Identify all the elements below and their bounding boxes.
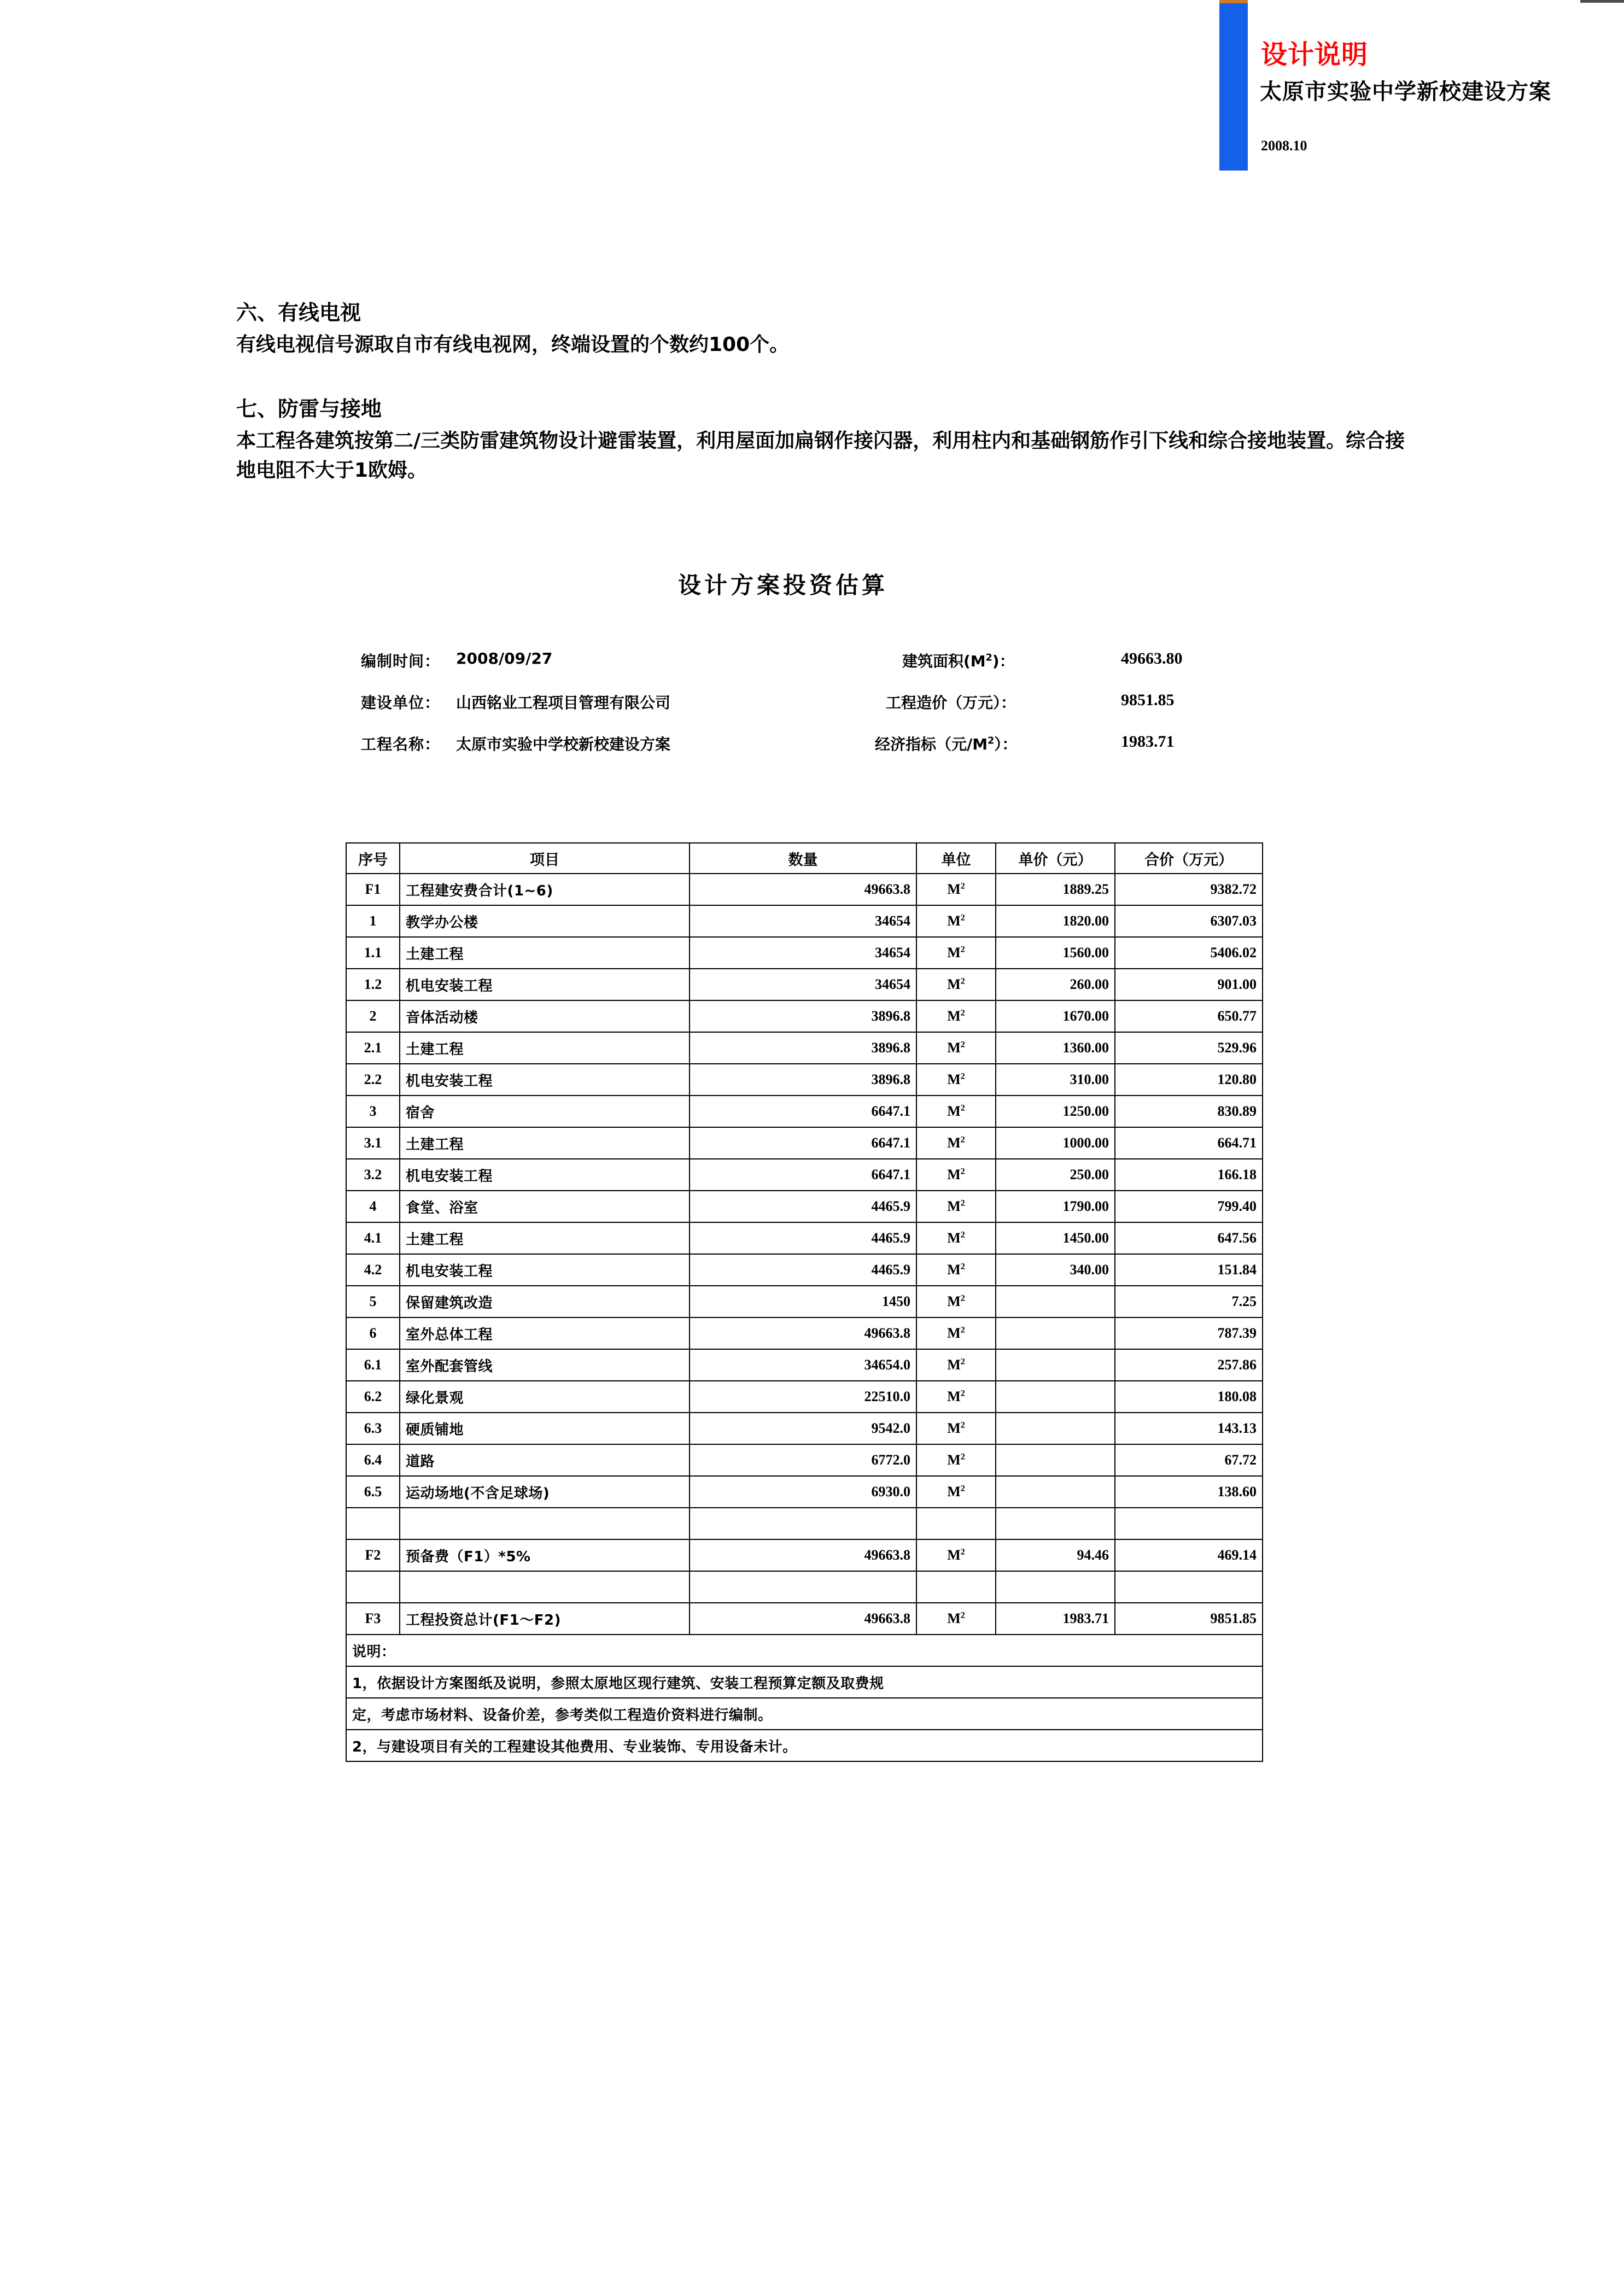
cell-item: 室外配套管线 (400, 1349, 690, 1381)
cell-amount: 257.86 (1115, 1349, 1263, 1381)
cell-quantity: 49663.8 (690, 1317, 916, 1349)
superscript-two: 2 (960, 1452, 965, 1462)
meta-row (339, 733, 1280, 771)
cell-no: 1 (346, 905, 400, 937)
cell-amount: 529.96 (1115, 1032, 1263, 1064)
cell-unit-price: 1983.71 (996, 1603, 1115, 1635)
superscript-two: 2 (985, 652, 992, 664)
cell-no: 1.2 (346, 969, 400, 1000)
header-top-rule (1580, 0, 1624, 3)
meta-value-economic-index: 1983.71 (1121, 733, 1175, 751)
cell-item: 宿舍 (400, 1096, 690, 1127)
cell-quantity (690, 1508, 916, 1539)
superscript-two: 2 (960, 1547, 965, 1557)
cell-unit-price: 260.00 (996, 969, 1115, 1000)
cell-unit: $M^2$ (916, 1476, 996, 1508)
cell-quantity: 3896.8 (690, 1032, 916, 1064)
cell-amount: 5406.02 (1115, 937, 1263, 969)
superscript-two: 2 (960, 1040, 965, 1050)
column-header-amount: 合价（万元） (1115, 843, 1263, 874)
cell-unit: $M^2$ (916, 1539, 996, 1571)
cell-unit-price (996, 1317, 1115, 1349)
section-heading-cable-tv: 六、有线电视 (236, 301, 361, 325)
table-row (346, 905, 1263, 937)
cell-unit-price (996, 1286, 1115, 1317)
table-note-row (346, 1730, 1263, 1761)
table-row (346, 1286, 1263, 1317)
cell-unit-price: 94.46 (996, 1539, 1115, 1571)
meta-value-project-name: 太原市实验中学校新校建设方案 (456, 735, 671, 753)
cell-unit: $M^2$ (916, 905, 996, 937)
cell-no: F1 (346, 874, 400, 905)
cell-item: 室外总体工程 (400, 1317, 690, 1349)
superscript-two: 2 (960, 1230, 965, 1240)
estimate-table-container (346, 842, 1262, 1762)
cell-quantity: 6930.0 (690, 1476, 916, 1508)
cell-amount: 799.40 (1115, 1191, 1263, 1222)
table-row (346, 1191, 1263, 1222)
cell-no: 6.4 (346, 1444, 400, 1476)
cell-item: 道路 (400, 1444, 690, 1476)
cell-no: 6.1 (346, 1349, 400, 1381)
cell-no: 2 (346, 1000, 400, 1032)
estimate-title: 设计方案投资估算 (678, 572, 889, 599)
cell-quantity: 22510.0 (690, 1381, 916, 1413)
table-row (346, 1444, 1263, 1476)
cell-unit-price (996, 1413, 1115, 1444)
table-row (346, 874, 1263, 905)
cell-unit: $M^2$ (916, 1032, 996, 1064)
cell-no: 4.1 (346, 1222, 400, 1254)
cell-no: 2.1 (346, 1032, 400, 1064)
cell-quantity: 34654 (690, 969, 916, 1000)
cell-item: 机电安装工程 (400, 1254, 690, 1286)
table-body (346, 874, 1263, 1761)
cell-quantity: 3896.8 (690, 1064, 916, 1096)
cell-unit: $M^2$ (916, 1096, 996, 1127)
cell-quantity: 6647.1 (690, 1127, 916, 1159)
table-note-row (346, 1666, 1263, 1698)
cell-no: 4.2 (346, 1254, 400, 1286)
cell-unit-price (996, 1476, 1115, 1508)
cell-unit: $M^2$ (916, 1603, 996, 1635)
cell-unit: $M^2$ (916, 874, 996, 905)
cell-unit-price: 1889.25 (996, 874, 1115, 905)
superscript-two: 2 (960, 1420, 965, 1430)
cell-unit-price (996, 1444, 1115, 1476)
cell-no: F2 (346, 1539, 400, 1571)
table-row (346, 1381, 1263, 1413)
cell-amount: 138.60 (1115, 1476, 1263, 1508)
cell-amount: 650.77 (1115, 1000, 1263, 1032)
meta-row (339, 691, 1280, 729)
cell-unit: $M^2$ (916, 1000, 996, 1032)
table-row (346, 1413, 1263, 1444)
header-blue-accent-bar (1219, 0, 1248, 171)
column-header-item: 项目 (400, 843, 690, 874)
cell-no: 4 (346, 1191, 400, 1222)
note-item-1: 1，依据设计方案图纸及说明，参照太原地区现行建筑、安装工程预算定额及取费规 (346, 1666, 1263, 1698)
cell-unit-price: 1000.00 (996, 1127, 1115, 1159)
superscript-two: 2 (960, 1325, 965, 1335)
notes-title: 说明： (346, 1635, 1263, 1666)
cell-unit-price: 1820.00 (996, 905, 1115, 937)
estimate-meta-block (339, 649, 1280, 781)
superscript-two: 2 (960, 1389, 965, 1398)
section-body-cable-tv: 有线电视信号源取自市有线电视网，终端设置的个数约100个。 (236, 333, 790, 356)
cell-no: 3.2 (346, 1159, 400, 1191)
meta-value-building-area: 49663.80 (1121, 649, 1183, 667)
cell-amount: 787.39 (1115, 1317, 1263, 1349)
cell-unit-price: 1250.00 (996, 1096, 1115, 1127)
table-header-row (346, 843, 1263, 874)
table-row-blank (346, 1571, 1263, 1603)
cell-no: 1.1 (346, 937, 400, 969)
cell-quantity: 49663.8 (690, 874, 916, 905)
meta-label-economic-index: 经济指标（元$/M^2$）： (875, 735, 1018, 753)
cell-amount: 166.18 (1115, 1159, 1263, 1191)
cell-unit: $M^2$ (916, 1381, 996, 1413)
cell-unit-price: 1790.00 (996, 1191, 1115, 1222)
cell-item: 硬质铺地 (400, 1413, 690, 1444)
cell-item: 土建工程 (400, 937, 690, 969)
cell-item: 保留建筑改造 (400, 1286, 690, 1317)
superscript-two: 2 (960, 1135, 965, 1145)
superscript-two: 2 (960, 1610, 965, 1620)
cell-item: 土建工程 (400, 1222, 690, 1254)
table-row (346, 1539, 1263, 1571)
cell-unit: $M^2$ (916, 1127, 996, 1159)
cell-unit-price: 310.00 (996, 1064, 1115, 1096)
cell-unit: $M^2$ (916, 1191, 996, 1222)
superscript-two: 2 (960, 1167, 965, 1176)
cell-quantity: 6647.1 (690, 1159, 916, 1191)
table-row (346, 1159, 1263, 1191)
cell-no: 6.5 (346, 1476, 400, 1508)
meta-label-client-unit: 建设单位： (361, 694, 441, 712)
cell-unit-price: 250.00 (996, 1159, 1115, 1191)
cell-quantity: 1450 (690, 1286, 916, 1317)
document-header-banner (1219, 0, 1624, 171)
table-row (346, 1222, 1263, 1254)
cell-quantity: 3896.8 (690, 1000, 916, 1032)
cell-amount (1115, 1508, 1263, 1539)
superscript-two: 2 (960, 1293, 965, 1303)
cell-unit: $M^2$ (916, 1064, 996, 1096)
cell-unit-price: 1560.00 (996, 937, 1115, 969)
cell-no: F3 (346, 1603, 400, 1635)
column-header-quantity: 数量 (690, 843, 916, 874)
table-row (346, 1032, 1263, 1064)
cell-unit-price (996, 1381, 1115, 1413)
superscript-two: 2 (960, 1357, 965, 1367)
table-row (346, 1096, 1263, 1127)
table-row (346, 1127, 1263, 1159)
cell-unit-price: 1450.00 (996, 1222, 1115, 1254)
cell-unit-price: 1360.00 (996, 1032, 1115, 1064)
cell-item: 食堂、浴室 (400, 1191, 690, 1222)
header-title-secondary: 太原市实验中学新校建设方案 (1260, 79, 1551, 104)
cell-unit: $M^2$ (916, 1254, 996, 1286)
superscript-two: 2 (960, 1198, 965, 1208)
superscript-two: 2 (960, 1484, 965, 1493)
cell-no: 6.3 (346, 1413, 400, 1444)
cell-unit: $M^2$ (916, 1317, 996, 1349)
cell-quantity: 6647.1 (690, 1096, 916, 1127)
cell-amount: 664.71 (1115, 1127, 1263, 1159)
cell-unit: $M^2$ (916, 969, 996, 1000)
cell-quantity: 4465.9 (690, 1222, 916, 1254)
cell-quantity: 6772.0 (690, 1444, 916, 1476)
cell-amount: 180.08 (1115, 1381, 1263, 1413)
cell-no (346, 1571, 400, 1603)
note-item-1-cont: 定，考虑市场材料、设备价差，参考类似工程造价资料进行编制。 (346, 1698, 1263, 1730)
table-row (346, 1349, 1263, 1381)
column-header-unit: 单位 (916, 843, 996, 874)
note-item-2: 2，与建设项目有关的工程建设其他费用、专业装饰、专用设备未计。 (346, 1730, 1263, 1761)
cell-amount: 647.56 (1115, 1222, 1263, 1254)
cell-unit-price (996, 1508, 1115, 1539)
cell-unit: $M^2$ (916, 937, 996, 969)
cell-amount: 901.00 (1115, 969, 1263, 1000)
meta-value-prepared-date: 2008/09/27 (456, 649, 553, 667)
cell-no: 2.2 (346, 1064, 400, 1096)
superscript-two: 2 (960, 913, 965, 923)
cell-amount (1115, 1571, 1263, 1603)
cell-quantity: 34654 (690, 905, 916, 937)
meta-label-prepared-date: 编制时间： (361, 652, 441, 670)
cell-unit: $M^2$ (916, 1222, 996, 1254)
table-row (346, 969, 1263, 1000)
cell-amount: 9382.72 (1115, 874, 1263, 905)
superscript-two: 2 (960, 881, 965, 891)
cell-quantity (690, 1571, 916, 1603)
superscript-two: 2 (988, 735, 995, 747)
cell-quantity: 34654.0 (690, 1349, 916, 1381)
cell-no: 6 (346, 1317, 400, 1349)
table-row-blank (346, 1508, 1263, 1539)
cell-item: 工程投资总计(F1～F2) (400, 1603, 690, 1635)
cell-unit: $M^2$ (916, 1286, 996, 1317)
cell-item: 预备费（F1）*5% (400, 1539, 690, 1571)
table-row (346, 1476, 1263, 1508)
cell-no: 5 (346, 1286, 400, 1317)
cell-no (346, 1508, 400, 1539)
cell-amount: 67.72 (1115, 1444, 1263, 1476)
cell-quantity: 34654 (690, 937, 916, 969)
cell-amount: 143.13 (1115, 1413, 1263, 1444)
table-note-row (346, 1698, 1263, 1730)
cell-unit (916, 1571, 996, 1603)
cell-amount: 120.80 (1115, 1064, 1263, 1096)
meta-value-project-cost: 9851.85 (1121, 691, 1175, 709)
cell-no: 3 (346, 1096, 400, 1127)
cell-unit: $M^2$ (916, 1444, 996, 1476)
section-body-lightning-grounding: 本工程各建筑按第二/三类防雷建筑物设计避雷装置，利用屋面加扁钢作接闪器，利用柱内和基础钢筋作引下线和综合接地装置。综合接地电阻不大于1欧姆。 (236, 430, 1405, 482)
cell-amount: 469.14 (1115, 1539, 1263, 1571)
cell-quantity: 4465.9 (690, 1254, 916, 1286)
meta-row (339, 649, 1280, 688)
cell-unit-price: 340.00 (996, 1254, 1115, 1286)
cell-item (400, 1508, 690, 1539)
cell-quantity: 49663.8 (690, 1603, 916, 1635)
table-row (346, 1000, 1263, 1032)
cell-amount: 7.25 (1115, 1286, 1263, 1317)
table-row (346, 1603, 1263, 1635)
cell-amount: 830.89 (1115, 1096, 1263, 1127)
superscript-two: 2 (960, 945, 965, 954)
cell-item: 运动场地(不含足球场) (400, 1476, 690, 1508)
header-title-primary: 设计说明 (1261, 39, 1369, 70)
table-row (346, 937, 1263, 969)
cell-unit (916, 1508, 996, 1539)
table-row (346, 1254, 1263, 1286)
section-heading-lightning-grounding: 七、防雷与接地 (236, 397, 382, 421)
cell-item: 教学办公楼 (400, 905, 690, 937)
header-date: 2008.10 (1261, 138, 1307, 154)
meta-value-client-unit: 山西铭业工程项目管理有限公司 (456, 694, 671, 712)
superscript-two: 2 (960, 1103, 965, 1113)
cell-unit-price: 1670.00 (996, 1000, 1115, 1032)
cell-unit: $M^2$ (916, 1349, 996, 1381)
cell-item (400, 1571, 690, 1603)
estimate-table (346, 842, 1263, 1762)
meta-label-project-cost: 工程造价（万元）： (886, 694, 1017, 712)
cell-amount: 151.84 (1115, 1254, 1263, 1286)
superscript-two: 2 (960, 1262, 965, 1272)
meta-label-project-name: 工程名称： (361, 735, 441, 753)
header-orange-accent-cap (1219, 0, 1248, 3)
cell-unit-price (996, 1349, 1115, 1381)
cell-item: 机电安装工程 (400, 1159, 690, 1191)
cell-no: 3.1 (346, 1127, 400, 1159)
cell-no: 6.2 (346, 1381, 400, 1413)
cell-item: 机电安装工程 (400, 1064, 690, 1096)
superscript-two: 2 (960, 1071, 965, 1081)
table-header (346, 843, 1263, 874)
cell-item: 工程建安费合计(1~6) (400, 874, 690, 905)
table-note-row (346, 1635, 1263, 1666)
cell-item: 土建工程 (400, 1032, 690, 1064)
cell-quantity: 4465.9 (690, 1191, 916, 1222)
cell-item: 土建工程 (400, 1127, 690, 1159)
cell-amount: 6307.03 (1115, 905, 1263, 937)
table-row (346, 1064, 1263, 1096)
cell-unit: $M^2$ (916, 1159, 996, 1191)
table-row (346, 1317, 1263, 1349)
superscript-two: 2 (960, 1008, 965, 1018)
cell-amount: 9851.85 (1115, 1603, 1263, 1635)
cell-unit-price (996, 1571, 1115, 1603)
cell-item: 音体活动楼 (400, 1000, 690, 1032)
cell-item: 绿化景观 (400, 1381, 690, 1413)
cell-unit: $M^2$ (916, 1413, 996, 1444)
meta-label-building-area: 建筑面积$(M^2)$： (902, 652, 1015, 670)
column-header-no: 序号 (346, 843, 400, 874)
cell-item: 机电安装工程 (400, 969, 690, 1000)
cell-quantity: 49663.8 (690, 1539, 916, 1571)
column-header-unit-price: 单价（元） (996, 843, 1115, 874)
cell-quantity: 9542.0 (690, 1413, 916, 1444)
superscript-two: 2 (960, 976, 965, 986)
